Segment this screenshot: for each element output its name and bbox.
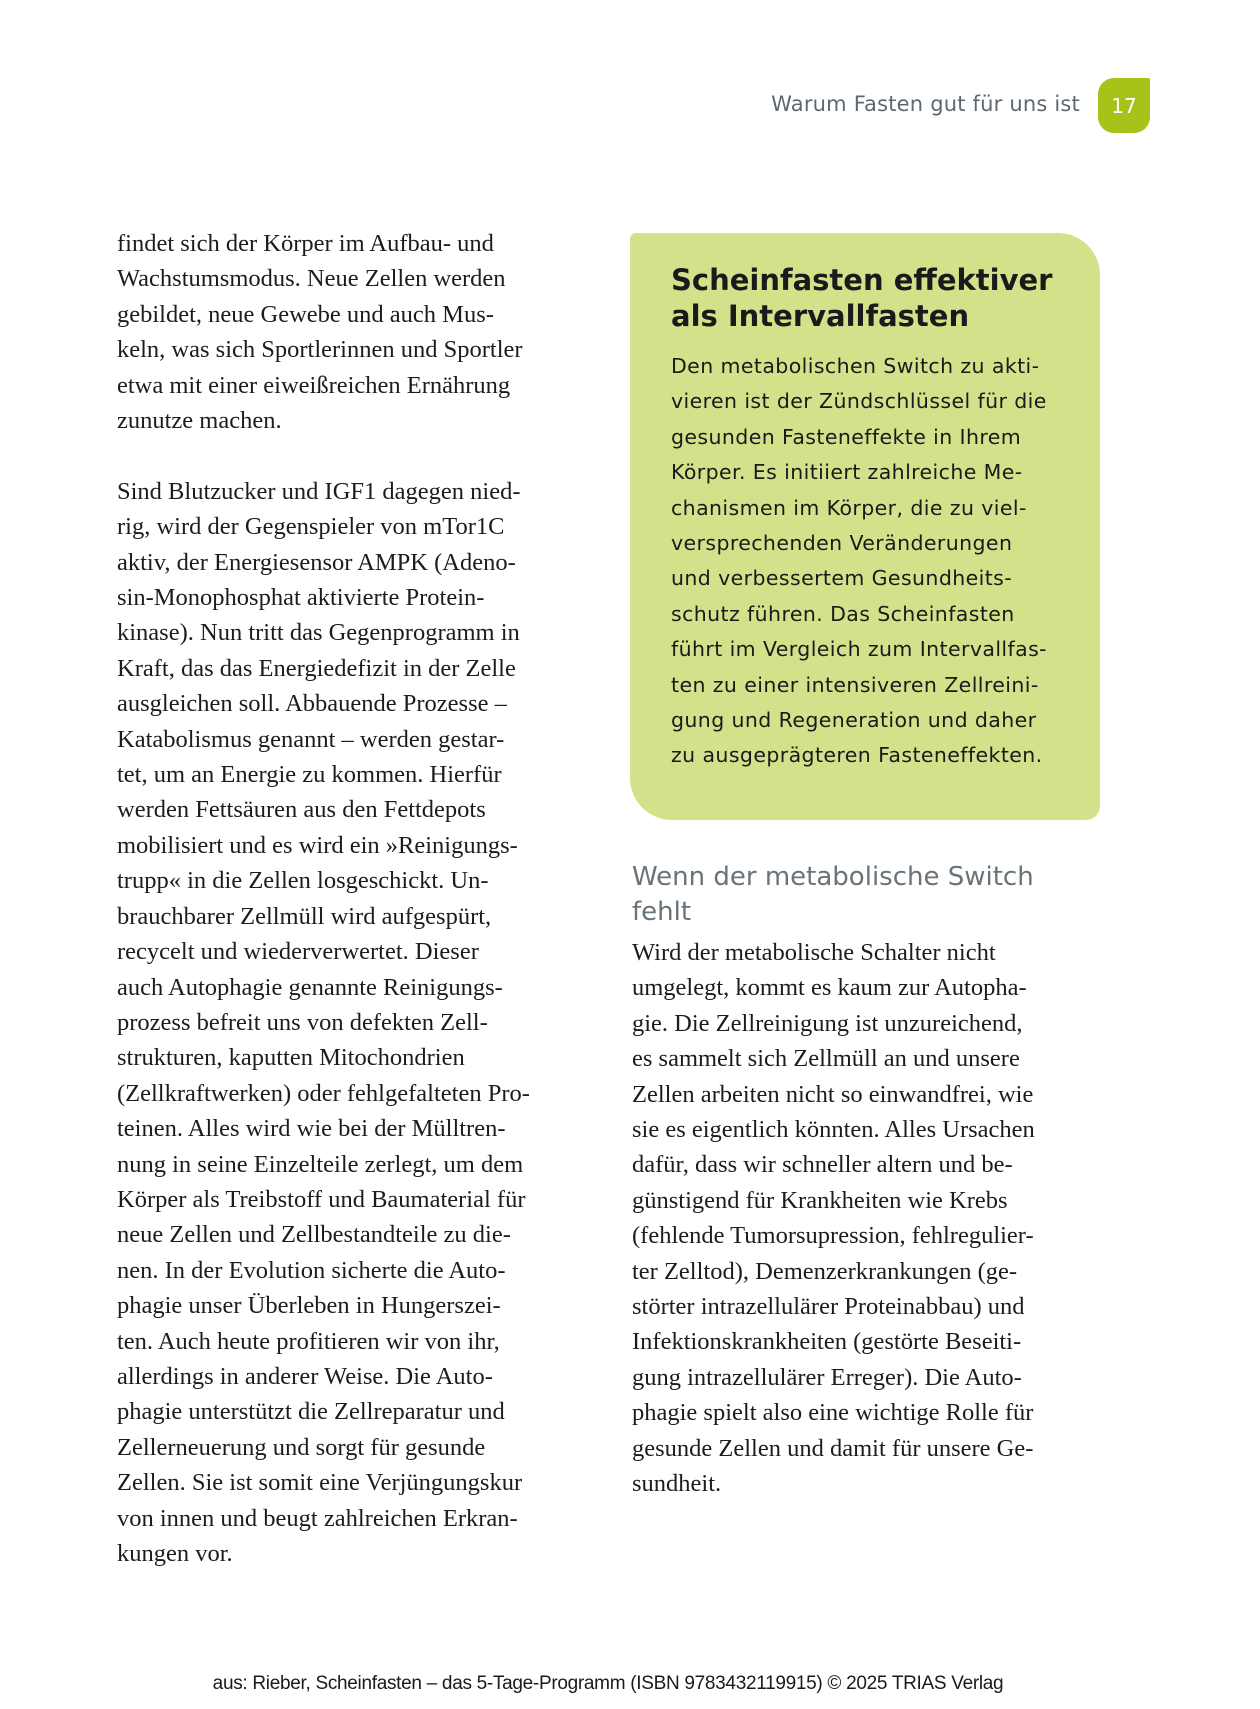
text-line: Wenn der metabolische Switch: [632, 862, 1034, 892]
text-line: werden Fettsäuren aus den Fettdepots: [117, 796, 486, 824]
text-line: gie. Die Zellreinigung ist unzureichend,: [632, 1009, 1023, 1037]
text-line: umgelegt, kommt es kaum zur Autopha-: [632, 974, 1027, 1002]
text-line: schutz führen. Das Scheinfasten: [671, 601, 1015, 626]
text-line: chanismen im Körper, die zu viel-: [671, 495, 1027, 520]
text-line: Wachstumsmodus. Neue Zellen werden: [117, 265, 506, 293]
section-heading: [632, 860, 1034, 930]
text-line: von innen und beugt zahlreichen Erkran-: [117, 1504, 518, 1532]
text-line: Sind Blutzucker und IGF1 dagegen nied-: [117, 477, 521, 505]
text-line: Katabolismus genannt – werden gestar-: [117, 725, 505, 753]
text-line: ten. Auch heute profitieren wir von ihr,: [117, 1327, 500, 1355]
info-box: [630, 233, 1100, 820]
text-line: etwa mit einer eiweißreichen Ernährung: [117, 371, 511, 399]
text-line: (Zellkraftwerken) oder fehlgefalteten Pro-: [117, 1079, 530, 1107]
text-line: zu ausgeprägteren Fasteneffekten.: [671, 743, 1043, 768]
text-line: prozess befreit uns von defekten Zell-: [117, 1008, 488, 1036]
text-line: Zellerneuerung und sorgt für gesunde: [117, 1433, 486, 1461]
text-line: brauchbarer Zellmüll wird aufgespürt,: [117, 902, 492, 930]
right-column-body: [632, 935, 1035, 1502]
text-line: nen. In der Evolution sicherte die Auto-: [117, 1256, 506, 1284]
text-line: es sammelt sich Zellmüll an und unsere: [632, 1045, 1020, 1073]
text-line: Zellen. Sie ist somit eine Verjüngungskur: [117, 1469, 523, 1497]
text-line: rig, wird der Gegenspieler von mTor1C: [117, 513, 505, 541]
text-line: zunutze machen.: [117, 407, 282, 435]
text-line: kungen vor.: [117, 1540, 233, 1568]
text-line: Körper als Treibstoff und Baumaterial für: [117, 1185, 526, 1213]
text-line: vieren ist der Zündschlüssel für die: [671, 389, 1047, 414]
text-line: allerdings in anderer Weise. Die Auto-: [117, 1362, 493, 1390]
text-line: Infektionskrankheiten (gestörte Beseiti-: [632, 1328, 1022, 1356]
text-line: phagie unterstützt die Zellreparatur und: [117, 1398, 505, 1426]
text-line: keln, was sich Sportlerinnen und Sportler: [117, 336, 523, 364]
text-line: auch Autophagie genannte Reinigungs-: [117, 973, 503, 1001]
paragraph-gap: [117, 438, 597, 473]
text-line: fehlt: [632, 897, 692, 927]
text-line: günstigend für Krankheiten wie Krebs: [632, 1186, 1008, 1214]
text-line: und verbessertem Gesundheits-: [671, 566, 1013, 591]
text-line: teinen. Alles wird wie bei der Mülltren-: [117, 1115, 506, 1143]
text-line: trupp« in die Zellen losgeschickt. Un-: [117, 867, 489, 895]
text-line: versprechenden Veränderungen: [671, 531, 1013, 556]
text-line: gung und Regeneration und daher: [671, 708, 1037, 733]
text-line: ausgleichen soll. Abbauende Prozesse –: [117, 690, 507, 718]
text-line: dafür, dass wir schneller altern und be-: [632, 1151, 1013, 1179]
text-line: als Intervallfasten: [671, 299, 970, 333]
info-box-body: [671, 349, 1047, 774]
info-box-title: [671, 262, 1053, 334]
running-title: Warum Fasten gut für uns ist: [771, 92, 1080, 116]
text-line: Scheinfasten effektiver: [671, 263, 1053, 297]
text-line: sundheit.: [632, 1470, 722, 1498]
text-line: Den metabolischen Switch zu akti-: [671, 354, 1040, 378]
text-line: Wird der metabolische Schalter nicht: [632, 939, 996, 966]
text-line: neue Zellen und Zellbestandteile zu die-: [117, 1221, 511, 1249]
text-line: (fehlende Tumorsupression, fehlregulier-: [632, 1222, 1034, 1250]
text-line: führt im Vergleich zum Intervallfas-: [671, 637, 1047, 662]
text-line: Körper. Es initiiert zahlreiche Me-: [671, 460, 1023, 485]
text-line: tet, um an Energie zu kommen. Hierfür: [117, 761, 502, 789]
page-number: 17: [1111, 93, 1137, 118]
text-line: störter intrazellulärer Proteinabbau) und: [632, 1293, 1025, 1321]
text-line: gesunde Zellen und damit für unsere Ge-: [632, 1434, 1034, 1462]
footer-citation: aus: Rieber, Scheinfasten – das 5-Tage-Programm (ISBN 9783432119915) © 2025 TRIAS Verlag: [212, 1673, 1004, 1694]
text-line: kinase). Nun tritt das Gegenprogramm in: [117, 619, 520, 647]
text-line: phagie spielt also eine wichtige Rolle für: [632, 1399, 1034, 1427]
text-line: findet sich der Körper im Aufbau- und: [117, 230, 494, 257]
text-line: mobilisiert und es wird ein »Reinigungs-: [117, 831, 518, 859]
text-line: phagie unser Überleben in Hungerszei-: [117, 1292, 501, 1320]
text-line: aktiv, der Energiesensor AMPK (Adeno-: [117, 548, 516, 576]
left-column: [117, 226, 597, 1571]
text-line: gesunden Fasteneffekte in Ihrem: [671, 424, 1022, 449]
text-line: gebildet, neue Gewebe und auch Mus-: [117, 300, 494, 328]
text-line: Kraft, das das Energiedefizit in der Zelle: [117, 654, 516, 682]
text-line: ten zu einer intensiveren Zellreini-: [671, 672, 1039, 697]
text-line: recycelt und wiederverwertet. Dieser: [117, 938, 479, 966]
text-line: sin-Monophosphat aktivierte Protein-: [117, 584, 485, 612]
text-line: nung in seine Einzelteile zerlegt, um dem: [117, 1150, 524, 1178]
text-line: ter Zelltod), Demenzerkrankungen (ge-: [632, 1257, 1018, 1285]
page-number-badge: [1098, 78, 1150, 133]
paragraph: [117, 474, 597, 1572]
text-line: Zellen arbeiten nicht so einwandfrei, wie: [632, 1080, 1034, 1108]
text-line: sie es eigentlich könnten. Alles Ursachen: [632, 1116, 1035, 1144]
text-line: gung intrazellulärer Erreger). Die Auto-: [632, 1363, 1022, 1391]
text-line: strukturen, kaputten Mitochondrien: [117, 1044, 465, 1072]
paragraph: [117, 226, 597, 438]
